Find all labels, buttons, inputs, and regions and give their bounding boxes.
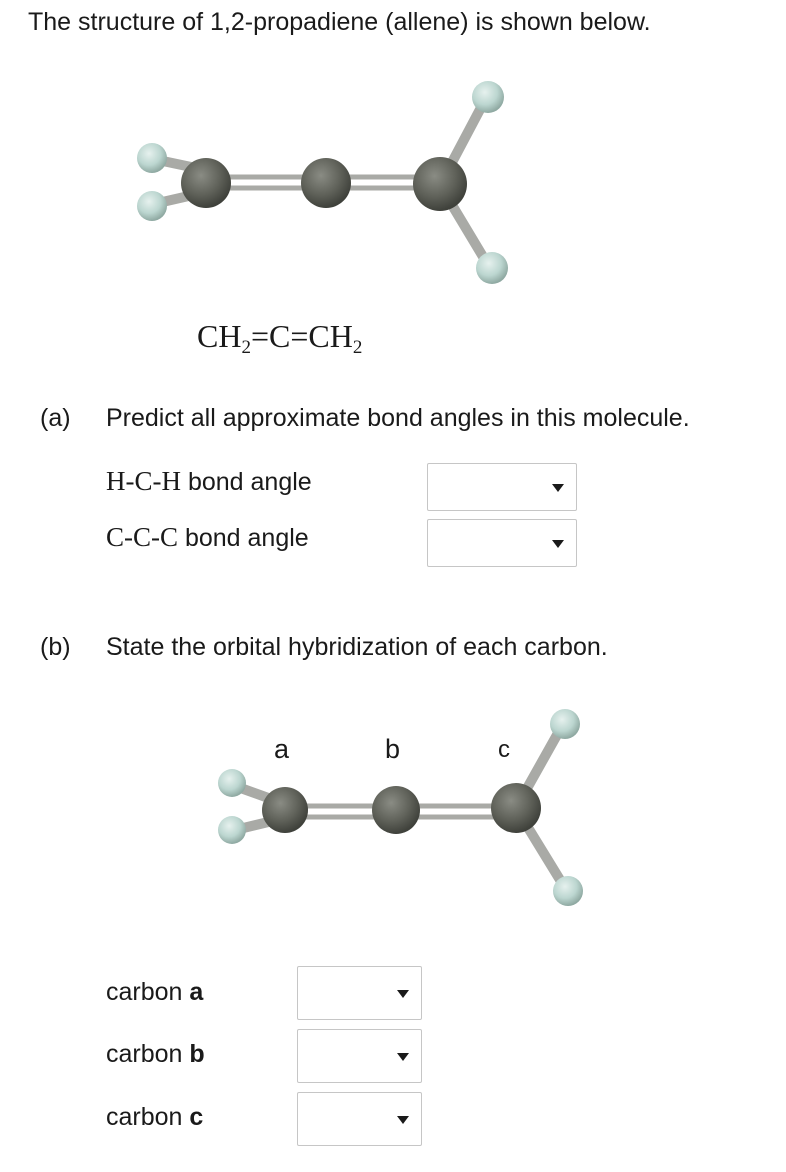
ccc-angle-label: C-C-C bond angle [106, 522, 309, 552]
atom-letter-b: b [385, 734, 401, 764]
carbon-b-label: carbon b [106, 1040, 205, 1068]
carbon-c-dropdown[interactable] [297, 1092, 422, 1146]
carbon-c-label: carbon c [106, 1103, 204, 1131]
part-a-prompt: Predict all approximate bond angles in this molecule. [106, 404, 690, 432]
chevron-down-icon [397, 1053, 409, 1061]
intro-text: The structure of 1,2-propadiene (allene) is shown below. [28, 8, 651, 36]
structural-formula: $CH_2=C=CH_2$ [197, 318, 363, 358]
carbon-a-label: carbon a [106, 978, 204, 1006]
atom-letter-c: c [498, 736, 510, 763]
carbon-b-dropdown[interactable] [297, 1029, 422, 1083]
part-a-label: (a) [40, 404, 71, 432]
part-b-label: (b) [40, 633, 71, 661]
chevron-down-icon [397, 1116, 409, 1124]
atom-letter-a: a [274, 734, 290, 764]
hch-angle-label: H-C-H bond angle [106, 466, 312, 496]
chevron-down-icon [397, 990, 409, 998]
part-b-prompt: State the orbital hybridization of each carbon. [106, 633, 608, 661]
carbon-a-dropdown[interactable] [297, 966, 422, 1020]
mol2-carbons [262, 783, 541, 834]
